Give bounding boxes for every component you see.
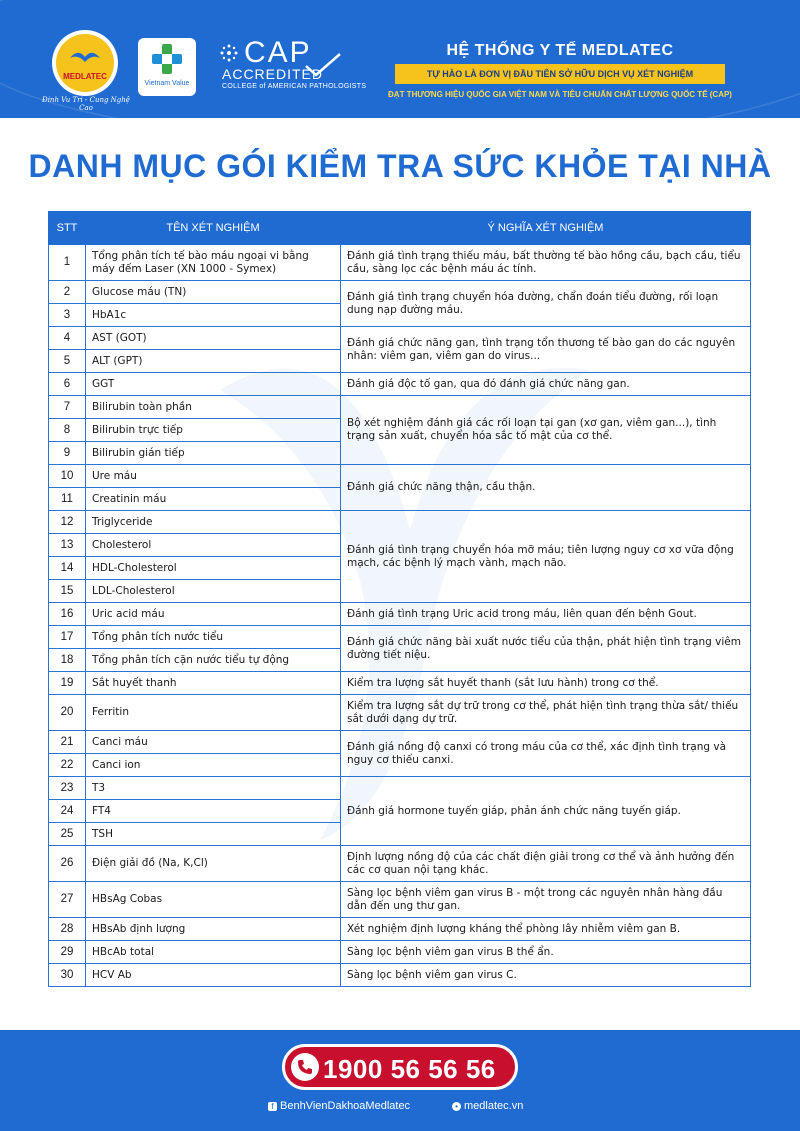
- row-stt: 2: [49, 281, 86, 304]
- row-meaning: Đánh giá tình trạng chuyển hóa mỡ máu; tiên lượng nguy cơ xơ vữa động mạch, các bệnh lý mạch vành, mạch não.: [341, 511, 751, 603]
- system-title: HỆ THỐNG Y TẾ MEDLATEC: [446, 42, 674, 59]
- row-stt: 18: [49, 649, 86, 672]
- row-stt: 24: [49, 800, 86, 823]
- table-row: [49, 882, 751, 918]
- row-meaning: Đánh giá tình trạng Uric acid trong máu, liên quan đến bệnh Gout.: [341, 603, 751, 626]
- row-stt: 20: [49, 695, 86, 731]
- row-stt: 26: [49, 846, 86, 882]
- row-stt: 25: [49, 823, 86, 846]
- row-name: Điện giải đồ (Na, K,Cl): [86, 846, 341, 882]
- row-name: Bilirubin trực tiếp: [86, 419, 341, 442]
- row-name: Canci máu: [86, 731, 341, 754]
- row-stt: 5: [49, 350, 86, 373]
- row-meaning: Sàng lọc bệnh viêm gan virus B - một trong các nguyên nhân hàng đầu dẫn đến ung thư gan.: [341, 882, 751, 918]
- row-meaning: Kiểm tra lượng sắt huyết thanh (sắt lưu hành) trong cơ thể.: [341, 672, 751, 695]
- row-meaning: Sàng lọc bệnh viêm gan virus B thể ẩn.: [341, 941, 751, 964]
- row-stt: 12: [49, 511, 86, 534]
- row-name: Tổng phân tích tế bào máu ngoại vi bằng máy đếm Laser (XN 1000 - Symex): [86, 245, 341, 281]
- row-meaning: Đánh giá nồng độ canxi có trong máu của cơ thể, xác định tình trạng và nguy cơ thiếu canxi.: [341, 731, 751, 777]
- row-name: Tổng phân tích nước tiểu: [86, 626, 341, 649]
- website-link[interactable]: [452, 1100, 523, 1112]
- row-stt: 4: [49, 327, 86, 350]
- table-row: [49, 918, 751, 941]
- cap-dots-icon: [218, 42, 240, 64]
- cap-accredited: ACCREDITED: [222, 66, 324, 82]
- row-stt: 19: [49, 672, 86, 695]
- medlatec-logo: [52, 30, 118, 96]
- table-row: [49, 695, 751, 731]
- table-row: [49, 511, 751, 534]
- row-name: HBsAb định lượng: [86, 918, 341, 941]
- row-stt: 6: [49, 373, 86, 396]
- table-row: [49, 626, 751, 649]
- vietnam-value-text: Vietnam Value: [144, 80, 190, 87]
- facebook-icon: f: [268, 1102, 277, 1111]
- row-stt: 17: [49, 626, 86, 649]
- globe-icon: •: [452, 1102, 461, 1111]
- hotline-number: 1900 56 56 56: [323, 1054, 496, 1084]
- row-stt: 16: [49, 603, 86, 626]
- table-row: [49, 245, 751, 281]
- cap-title: CAP: [244, 36, 312, 69]
- vietnam-value-logo: [138, 38, 196, 96]
- facebook-text: BenhVienDakhoaMedlatec: [280, 1100, 411, 1112]
- row-stt: 29: [49, 941, 86, 964]
- table-row: [49, 672, 751, 695]
- row-meaning: Đánh giá chức năng bài xuất nước tiểu của thận, phát hiện tình trạng viêm đường tiết niệu.: [341, 626, 751, 672]
- table-row: [49, 941, 751, 964]
- row-meaning: Xét nghiệm định lượng kháng thể phòng lây nhiễm viêm gan B.: [341, 918, 751, 941]
- medical-cross-icon: [152, 44, 182, 74]
- pride-band: TỰ HÀO LÀ ĐƠN VỊ ĐẦU TIÊN SỞ HỮU DỊCH VỤ XÉT NGHIỆM: [395, 64, 725, 84]
- row-name: Ure máu: [86, 465, 341, 488]
- row-name: Cholesterol: [86, 534, 341, 557]
- phone-icon: [291, 1053, 319, 1081]
- table-row: [49, 281, 751, 304]
- row-name: HBsAg Cobas: [86, 882, 341, 918]
- row-name: Bilirubin toàn phần: [86, 396, 341, 419]
- row-name: Tổng phân tích cặn nước tiểu tự động: [86, 649, 341, 672]
- row-meaning: Đánh giá hormone tuyến giáp, phản ánh chức năng tuyến giáp.: [341, 777, 751, 846]
- row-stt: 21: [49, 731, 86, 754]
- row-stt: 10: [49, 465, 86, 488]
- row-stt: 28: [49, 918, 86, 941]
- header-stt: STT: [49, 212, 86, 245]
- row-name: TSH: [86, 823, 341, 846]
- row-meaning: Sàng lọc bệnh viêm gan virus C.: [341, 964, 751, 987]
- facebook-link[interactable]: [268, 1100, 410, 1112]
- row-name: T3: [86, 777, 341, 800]
- row-name: Creatinin máu: [86, 488, 341, 511]
- logo-slogan: Đinh Vu Tri - Cung Nghệ Cao: [42, 96, 130, 112]
- table-row: [49, 731, 751, 754]
- header-meaning: Ý NGHĨA XÉT NGHIỆM: [341, 212, 751, 245]
- row-stt: 3: [49, 304, 86, 327]
- row-meaning: Định lượng nồng độ của các chất điện giải trong cơ thể và ảnh hưởng đến các cơ quan nội tạng khác.: [341, 846, 751, 882]
- row-name: HBcAb total: [86, 941, 341, 964]
- hotline-button[interactable]: [282, 1044, 518, 1090]
- row-meaning: Đánh giá độc tố gan, qua đó đánh giá chức năng gan.: [341, 373, 751, 396]
- bird-icon: [68, 48, 102, 68]
- row-name: Glucose máu (TN): [86, 281, 341, 304]
- row-stt: 27: [49, 882, 86, 918]
- medlatec-logo-text: MEDLATEC: [63, 72, 107, 81]
- row-stt: 9: [49, 442, 86, 465]
- table-row: [49, 465, 751, 488]
- row-name: Uric acid máu: [86, 603, 341, 626]
- row-name: HDL-Cholesterol: [86, 557, 341, 580]
- row-stt: 7: [49, 396, 86, 419]
- standard-line: ĐẠT THƯƠNG HIỆU QUỐC GIA VIỆT NAM VÀ TIÊU CHUẨN CHẤT LƯỢNG QUỐC TẾ (CAP): [388, 90, 732, 99]
- row-name: Canci ion: [86, 754, 341, 777]
- table-row: [49, 603, 751, 626]
- row-name: GGT: [86, 373, 341, 396]
- row-name: Sắt huyết thanh: [86, 672, 341, 695]
- row-name: Triglyceride: [86, 511, 341, 534]
- row-name: Bilirubin gián tiếp: [86, 442, 341, 465]
- page-title: DANH MỤC GÓI KIỂM TRA SỨC KHỎE TẠI NHÀ: [28, 148, 772, 184]
- row-stt: 8: [49, 419, 86, 442]
- table-row: [49, 777, 751, 800]
- table-row: [49, 373, 751, 396]
- row-name: AST (GOT): [86, 327, 341, 350]
- row-meaning: Đánh giá tình trạng chuyển hóa đường, chẩn đoán tiểu đường, rối loạn dung nạp đường máu.: [341, 281, 751, 327]
- row-name: FT4: [86, 800, 341, 823]
- row-stt: 11: [49, 488, 86, 511]
- row-name: HCV Ab: [86, 964, 341, 987]
- row-meaning: Đánh giá chức năng thận, cầu thận.: [341, 465, 751, 511]
- table-row: [49, 846, 751, 882]
- row-stt: 14: [49, 557, 86, 580]
- table-row: [49, 327, 751, 350]
- row-meaning: Kiểm tra lượng sắt dự trữ trong cơ thể, phát hiện tình trạng thừa sắt/ thiếu sắt dưới dạng dự trữ.: [341, 695, 751, 731]
- row-meaning: Đánh giá tình trạng thiếu máu, bất thường tế bào hồng cầu, bạch cầu, tiểu cầu, sàng lọc các bệnh máu ác tính.: [341, 245, 751, 281]
- table-row: [49, 964, 751, 987]
- row-name: LDL-Cholesterol: [86, 580, 341, 603]
- row-stt: 22: [49, 754, 86, 777]
- row-name: HbA1c: [86, 304, 341, 327]
- row-name: ALT (GPT): [86, 350, 341, 373]
- test-table: [48, 211, 751, 987]
- cap-college: COLLEGE of AMERICAN PATHOLOGISTS: [222, 83, 367, 90]
- row-stt: 1: [49, 245, 86, 281]
- table-header-row: [49, 212, 751, 245]
- row-meaning: Đánh giá chức năng gan, tình trạng tổn thương tế bào gan do các nguyên nhân: viêm gan, viêm gan do virus...: [341, 327, 751, 373]
- row-stt: 15: [49, 580, 86, 603]
- row-stt: 13: [49, 534, 86, 557]
- row-name: Ferritin: [86, 695, 341, 731]
- row-meaning: Bộ xét nghiệm đánh giá các rối loạn tại gan (xơ gan, viêm gan...), tình trạng sản xuất, chuyển hóa sắc tố mật của cơ thể.: [341, 396, 751, 465]
- website-text: medlatec.vn: [464, 1100, 524, 1112]
- row-stt: 23: [49, 777, 86, 800]
- header-name: TÊN XÉT NGHIỆM: [86, 212, 341, 245]
- row-stt: 30: [49, 964, 86, 987]
- table-row: [49, 396, 751, 419]
